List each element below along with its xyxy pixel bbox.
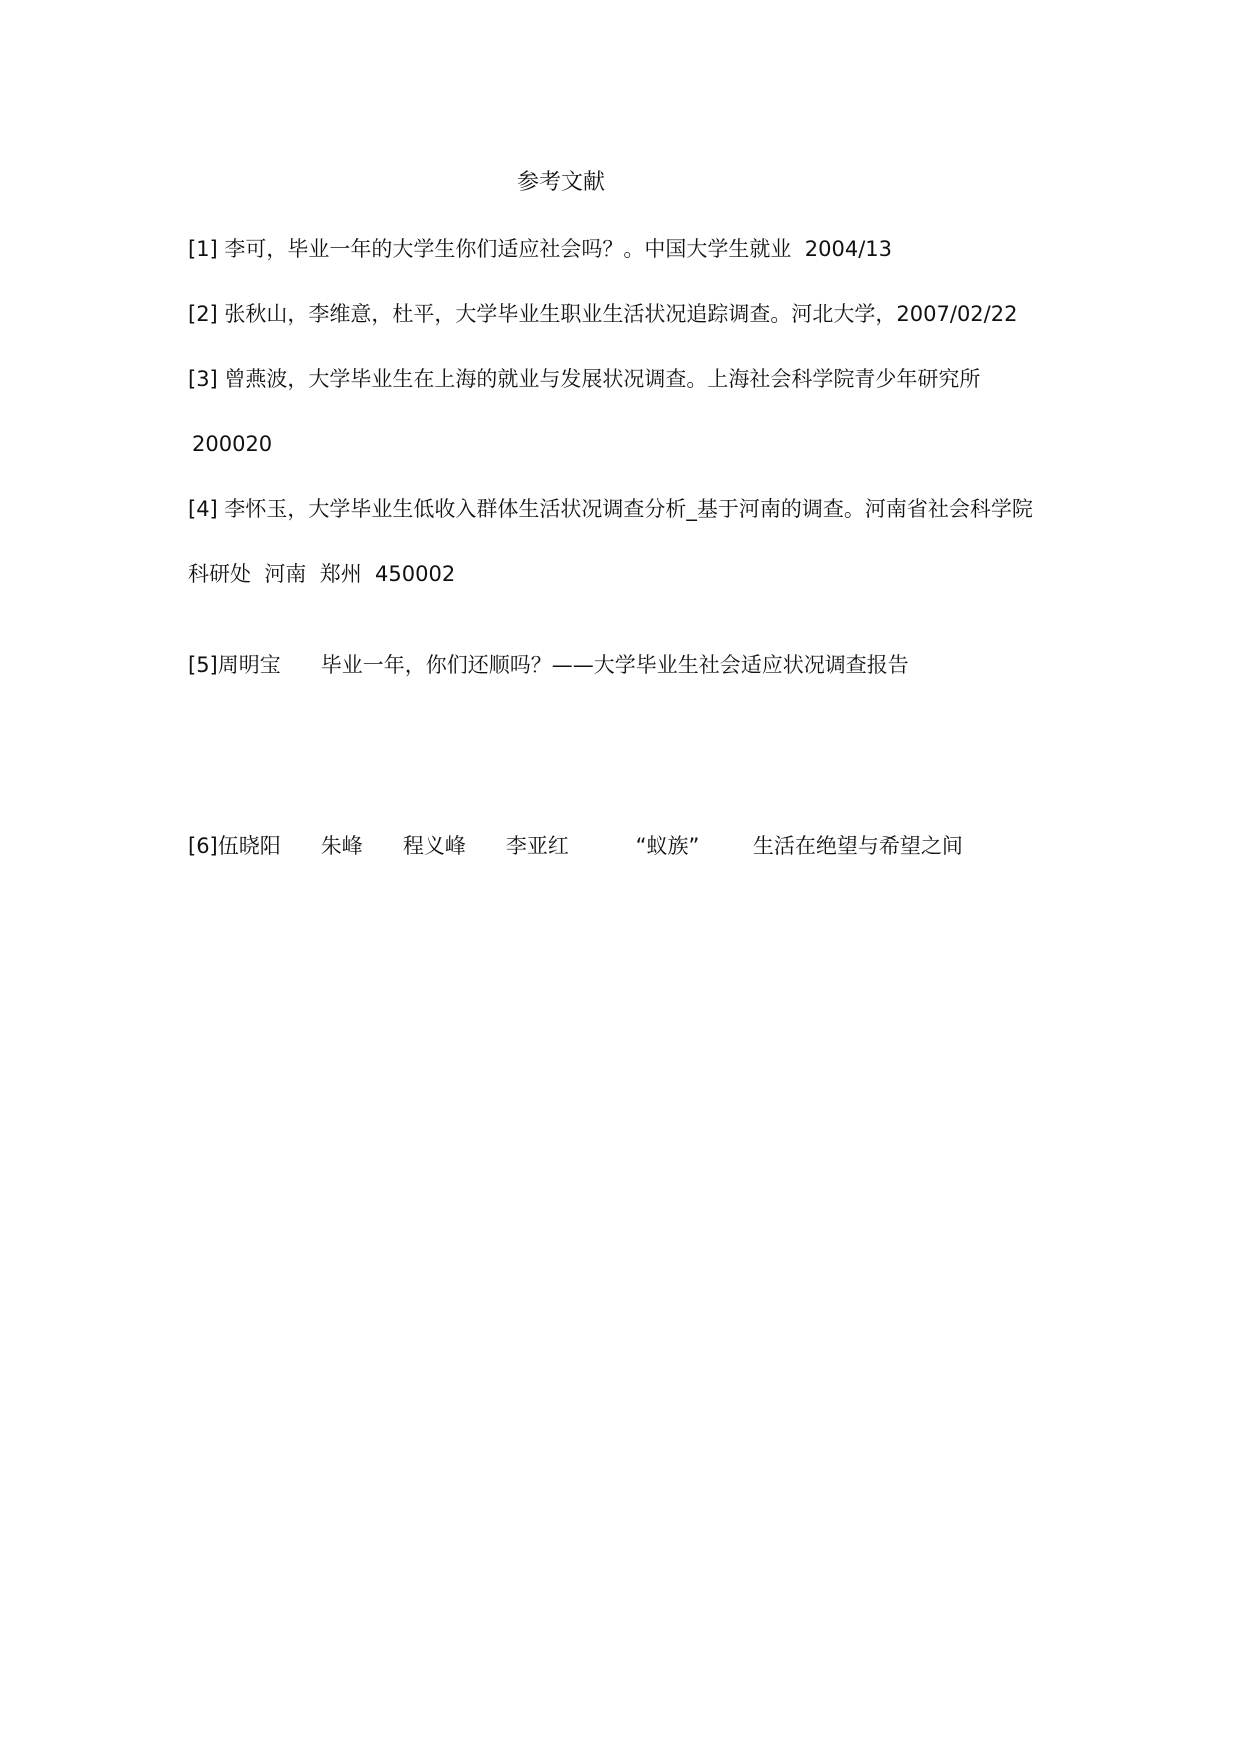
reference-line-6: [6]伍晓阳 朱峰 程义峰 李亚红 “蚁族” 生活在绝望与希望之间 — [188, 834, 963, 858]
reference-line-2: [2] 张秋山，李维意，杜平，大学毕业生职业生活状况追踪调查。河北大学，2007/02/22 — [188, 302, 1018, 326]
reference-line-1: [1] 李可，毕业一年的大学生你们适应社会吗？。中国大学生就业 2004/13 — [188, 237, 893, 261]
reference-line-3-continued: 200020 — [192, 432, 273, 456]
reference-line-5: [5]周明宝 毕业一年，你们还顺吗？——大学毕业生社会适应状况调查报告 — [188, 653, 909, 677]
reference-line-4: [4] 李怀玉，大学毕业生低收入群体生活状况调查分析_基于河南的调查。河南省社会科学院 — [188, 497, 1033, 521]
references-title: 参考文献 — [517, 170, 606, 195]
reference-line-4-continued: 科研处 河南 郑州 450002 — [188, 562, 456, 586]
reference-line-3: [3] 曾燕波，大学毕业生在上海的就业与发展状况调查。上海社会科学院青少年研究所 — [188, 367, 981, 391]
